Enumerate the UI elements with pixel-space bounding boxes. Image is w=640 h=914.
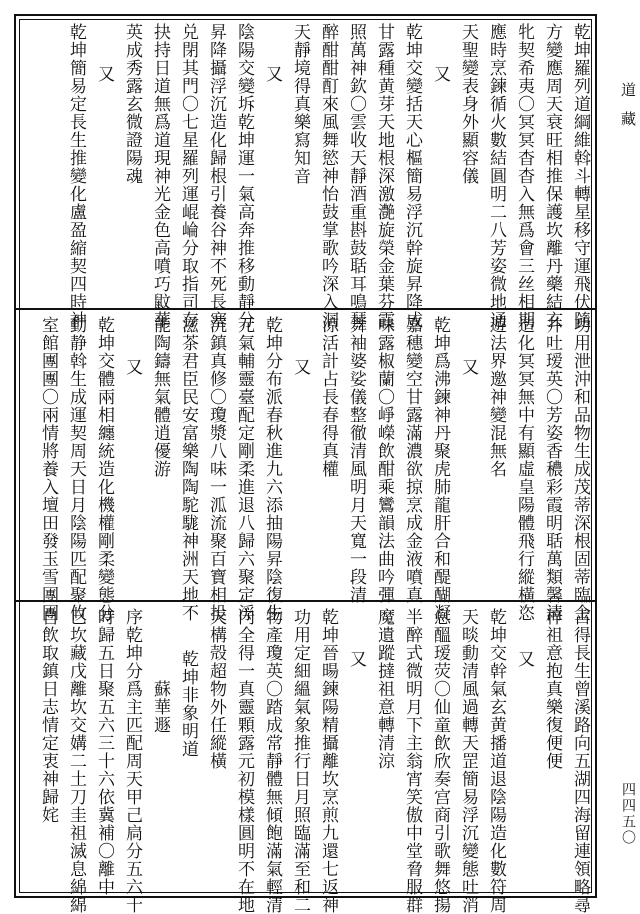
text-column: 舞袖婆娑儀整徹清風明月天寬一段清	[346, 316, 366, 604]
verse-label: 又	[290, 358, 310, 376]
text-column: 乾坤爲沸鍊神丹聚虎肺龍肝合和醍醐凝	[430, 316, 450, 622]
text-column: 乾坤交變括天心樞簡易浮沉幹旋昇降成	[402, 23, 422, 329]
text-column: 兑閉其門〇七星羅列運崐崘分取指司存	[178, 23, 198, 329]
text-column: 乾坤簡易定長生推變化盧盈縮契四時神	[66, 23, 86, 329]
verse-label: 又	[430, 65, 450, 83]
text-column: 牝契希夷〇冥冥杳杳入無爲會三丝相期	[514, 23, 534, 329]
page-number-margin: 四四五〇	[620, 782, 636, 846]
text-column: 天靜境得真樂寫知音	[290, 23, 310, 185]
text-column: 天聖變表身外顯容儀	[458, 23, 478, 185]
text-column: 占得長生曾溪路向五湖四海留連領略尋	[570, 608, 590, 914]
text-column: 造化冥冥無中有顯虛皇陽體飛行縱橫恣	[514, 316, 534, 622]
text-column: 英成秀露玄微證陽魂	[122, 23, 142, 185]
text-column: 乾坤羅列道綱維斡斗轉星移守運飛伏隨	[570, 23, 590, 329]
verse-label: 又	[94, 65, 114, 83]
text-column: 天構殻超物外任縱橫	[206, 608, 226, 770]
text-column: 乾坤晉暘鍊陽精攝離坎烹煎九還七返神	[318, 608, 338, 914]
text-column: 室館團團〇兩情將養入壇田發玉雪團團	[38, 316, 58, 622]
text-column: 動静斡生成運契周天日月陰陽匹配聚攸	[66, 316, 86, 622]
text-column: 滋茶君臣民安富樂陶陶駝駹神洲天地不	[178, 316, 198, 622]
text-column: 陰陽交變坼乾坤運一氣高奔推移動靜分	[234, 23, 254, 329]
text-band-bottom	[20, 602, 591, 914]
text-column: 味露椒蘭〇崢嶸飲酣乘鸞韻法曲吟彈	[374, 316, 394, 604]
text-column: 乾坤交體兩相纏統造化機權剛柔變態分	[94, 316, 114, 622]
text-column: 方變應周天衰旺相推保護坎離丹藥結玄	[542, 23, 562, 329]
text-column: 息醞瑷荧〇仙童飲欣奏宫商引歌舞悠揚	[430, 608, 450, 914]
verse-label: 又	[458, 358, 478, 376]
text-band-top	[20, 17, 591, 329]
text-column: 抉持日道無爲道現神光金色高噴巧鼤華	[150, 23, 170, 329]
text-column: 昇降攝浮沉造化歸根引養谷神不死長塞	[206, 23, 226, 329]
text-column: 涼活計占長春得真權	[318, 316, 338, 478]
text-column: 功用定細縕氣象推行日月照臨滿至和二	[290, 608, 310, 914]
text-column: 物產瓊英〇踏成常靜體無傾飽滿氣輕清	[262, 608, 282, 914]
book-title-margin: 道藏	[619, 82, 637, 140]
verse-label: 又	[514, 650, 534, 668]
verse-label: 又	[346, 650, 366, 668]
text-column: 應時烹鍊循火數結圓明二八芳姿微地通	[486, 23, 506, 329]
text-column: 甘露種黄芽天地根深激灔旋榮金葉芬霞	[374, 23, 394, 329]
text-column: 功用泄沖和品物生成茂蒂深根固蒂臨金	[570, 316, 590, 622]
text-column: 自飲取鎮日志情定衷神歸姹	[38, 608, 58, 824]
text-column: 井吐瑷英〇芳姿香穠彩霞明聒萬類馨清	[542, 316, 562, 622]
text-column: 已坎藏戊離坎交媾二土刀圭祖滅息綿綿	[66, 608, 86, 914]
text-column: 元氣輔靈臺配定剛柔進退八歸六聚定浮	[234, 316, 254, 622]
author-name: 蘇華遯	[150, 680, 170, 734]
text-column: 乾坤交幹氣玄黄播道退陰陽造化數符周	[486, 608, 506, 914]
text-column: 時歸五日聚五六三十六依冀補〇離中	[94, 608, 114, 896]
text-column: 天晱動清風過轉天罡簡易浮沉變態吐消	[458, 608, 478, 914]
text-column: 魔遺蹤撻祖意轉清涼	[374, 608, 394, 770]
text-column: 嘉穗變空甘露滿濃欲掠烹成金液噴真	[402, 316, 422, 604]
verse-label: 又	[122, 358, 142, 376]
text-column: 沉鎮真修〇瓊漿八味一泒流聚百寶相投	[206, 316, 226, 622]
text-column: 照萬神欽〇雲收天靜酒重斟鼓聒耳鳴琴	[346, 23, 366, 329]
text-band-middle	[20, 310, 591, 622]
verse-label: 又	[262, 65, 282, 83]
text-column: 乾坤分布派春秋進九六添抽陽昇陰復生	[262, 316, 282, 622]
text-column: 遊法界邀神變混無名	[486, 316, 506, 478]
text-column: 内全得一真靈顆露元初模樣圓明不在地	[234, 608, 254, 914]
text-column: 梓祖意抱真樂復便便	[542, 608, 562, 770]
text-column: 半醉式微明月下主翁宵笑傲中堂脅服群	[402, 608, 422, 914]
text-column: 序乾坤分爲主匹配周天甲己扃分五六十	[122, 608, 142, 914]
text-column: 能陶鑄無氣體逍優游	[150, 316, 170, 478]
section-heading: 乾坤非象明道	[178, 650, 198, 758]
text-column: 醉酣酣酊來風舞慾神怡鼓掌歌吟深入洞	[318, 23, 338, 329]
